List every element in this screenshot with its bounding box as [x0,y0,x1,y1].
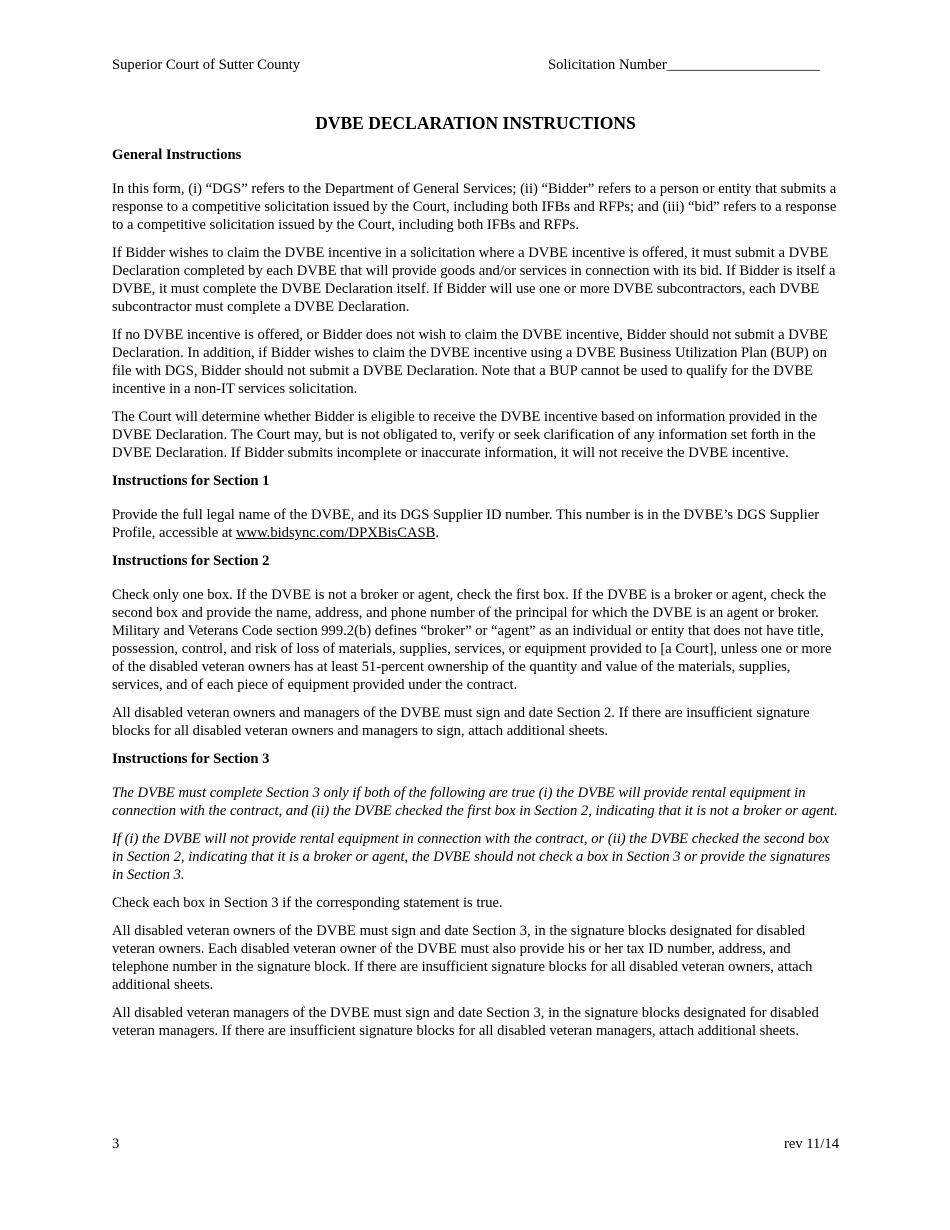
general-paragraph-4: The Court will determine whether Bidder is eligible to receive the DVBE incentive based on information provided in the DVBE Declaration. The Court may, but is not obligated to, verify or seek clarification of any information set forth in the DVBE Declaration. If Bidder submits incomplete or inaccurate information, it will not receive the DVBE incentive. [112,409,818,461]
document-body [112,112,839,1050]
section-2-paragraph-2: All disabled veteran owners and managers of the DVBE must sign and date Section 2. If there are insufficient signature blocks for all disabled veteran owners and managers to sign, attach additional sheets. [112,705,810,739]
general-instructions-heading: General Instructions [112,147,242,163]
section-3-heading: Instructions for Section 3 [112,751,270,767]
section-1-text: Provide the full legal name of the DVBE, and its DGS Supplier ID number. This number is in the DVBE’s DGS Supplier Profile, accessible at [112,507,820,541]
court-name: Superior Court of Sutter County [112,57,301,73]
section-2-paragraph-1: Check only one box. If the DVBE is not a broker or agent, check the first box. If the DVBE is a broker or agent, check the second box and provide the name, address, and phone number of the principal for which the DVBE is an agent or broker. Military and Veterans Code section 999.2(b) defines “broker” or “agent” as an individual or entity that does not have title, possession, control, and risk of loss of materials, supplies, services, or equipment provided to [a Court], unless one or more of the disabled veteran owners has at least 51-percent ownership of the quantity and value of the materials, supplies, services, and of each piece of equipment provided under the contract. [112,587,832,693]
bidsync-link[interactable]: www.bidsync.com/DPXBisCASB [236,525,436,541]
section-2-heading: Instructions for Section 2 [112,553,270,569]
general-paragraph-1: In this form, (i) “DGS” refers to the Department of General Services; (ii) “Bidder” refers to a person or entity that submits a response to a competitive solicitation issued by the Court, including both IFBs and RFPs; and (iii) “bid” refers to a response to a competitive solicitation issued by the Court, including both IFBs and RFPs. [112,181,837,233]
document-title: DVBE DECLARATION INSTRUCTIONS [315,113,636,133]
solicitation-number-field: Solicitation Number_____________________ [548,57,820,73]
section-1-paragraph [112,506,839,542]
section-3-paragraph-1: The DVBE must complete Section 3 only if both of the following are true (i) the DVBE will provide rental equipment in connection with the contract, and (ii) the DVBE checked the first box in Section 2, indicating that it is not a broker or agent. [112,785,838,819]
page-footer [112,1135,839,1153]
section-1-text-end: . [435,525,439,541]
section-3-paragraph-5: All disabled veteran managers of the DVBE must sign and date Section 3, in the signature blocks designated for disabled veteran managers. If there are insufficient signature blocks for all disabled veteran managers, attach additional sheets. [112,1005,819,1039]
page-header [112,56,839,74]
general-paragraph-2: If Bidder wishes to claim the DVBE incentive in a solicitation where a DVBE incentive is offered, it must submit a DVBE Declaration completed by each DVBE that will provide goods and/or services in connection with its bid. If Bidder is itself a DVBE, it must complete the DVBE Declaration itself. If Bidder will use one or more DVBE subcontractors, each DVBE subcontractor must complete a DVBE Declaration. [112,245,836,315]
section-1-heading: Instructions for Section 1 [112,473,270,489]
general-paragraph-3: If no DVBE incentive is offered, or Bidder does not wish to claim the DVBE incentive, Bidder should not submit a DVBE Declaration. In addition, if Bidder wishes to claim the DVBE incentive using a DVBE Business Utilization Plan (BUP) on file with DGS, Bidder should not submit a DVBE Declaration. Note that a BUP cannot be used to qualify for the DVBE incentive in a non-IT services solicitation. [112,327,828,397]
revision-date: rev 11/14 [784,1136,839,1152]
section-3-paragraph-4: All disabled veteran owners of the DVBE must sign and date Section 3, in the signature blocks designated for disabled veteran owners. Each disabled veteran owner of the DVBE must also provide his or her tax ID number, address, and telephone number in the signature block. If there are insufficient signature blocks for all disabled veteran owners, attach additional sheets. [112,923,813,993]
section-3-paragraph-2: If (i) the DVBE will not provide rental equipment in connection with the contract, or (ii) the DVBE checked the second box in Section 2, indicating that it is a broker or agent, the DVBE should not check a box in Section 3 or provide the signatures in Section 3. [112,831,831,883]
section-3-paragraph-3: Check each box in Section 3 if the corresponding statement is true. [112,895,503,911]
page-number: 3 [112,1136,120,1152]
